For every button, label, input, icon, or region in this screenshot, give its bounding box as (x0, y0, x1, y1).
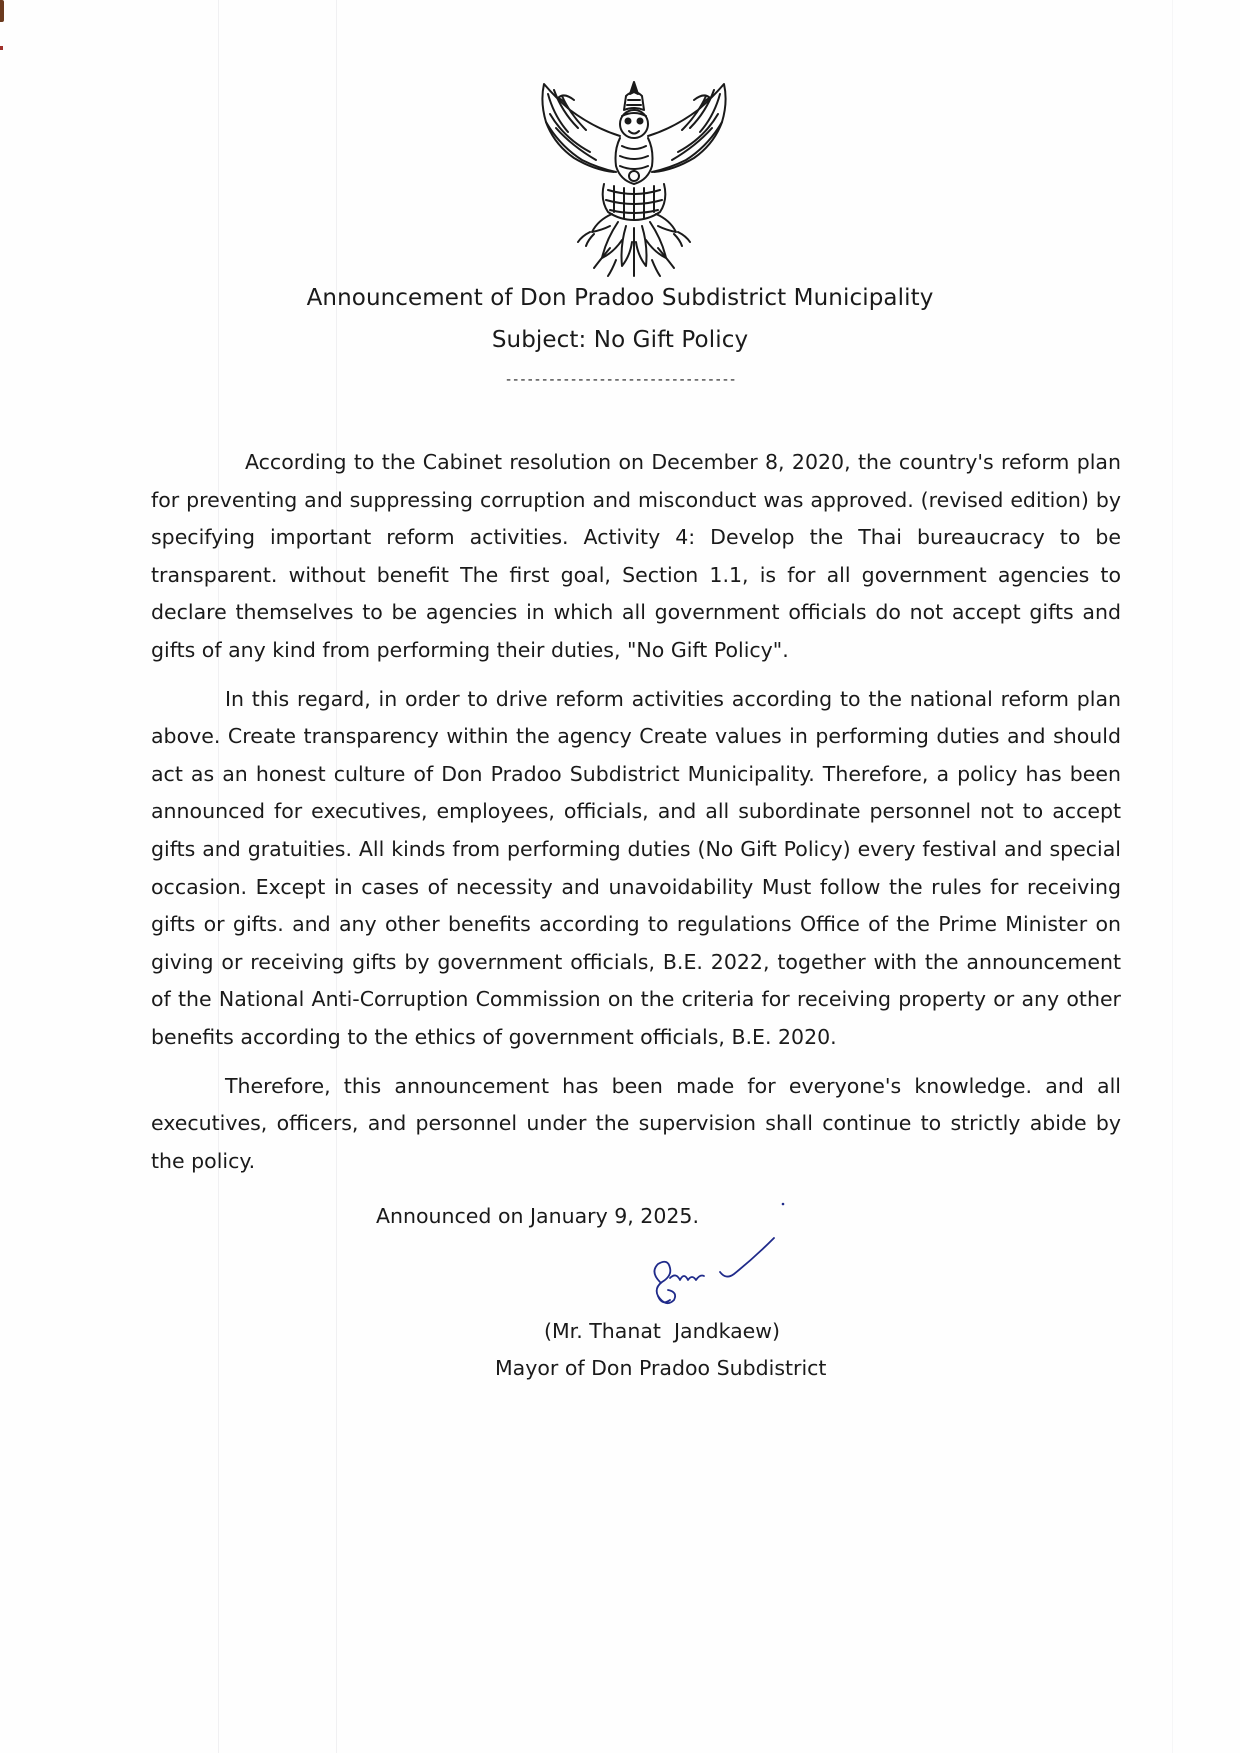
scan-artifact (0, 46, 3, 50)
document-title: Announcement of Don Pradoo Subdistrict Municipality (306, 285, 934, 311)
body-paragraph: In this regard, in order to drive reform activities according to the national reform plan above. Create transparency within the agency Create values in performing duties and should act as an honest culture of Don Pradoo Subdistrict Municipality. Therefore, a policy has been announced for executives, employees, officials, and all subordinate personnel not to accept gifts and gratuities. All kinds from performing duties (No Gift Policy) every festival and special occasion. Except in cases of necessity and unavoidability Must follow the rules for receiving gifts or gifts. and any other benefits according to regulations Office of the Prime Minister on giving or receiving gifts by government officials, B.E. 2022, together with the announcement of the National Anti-Corruption Commission on the criteria for receiving property or any other benefits according to the ethics of government officials, B.E. 2020. (151, 686, 1121, 1049)
body-paragraph: According to the Cabinet resolution on December 8, 2020, the country's reform plan for preventing and suppressing corruption and misconduct was approved. (revised edition) by specifying important reform activities. Activity 4: Develop the Thai bureaucracy to be transparent. without benefit The first goal, Section 1.1, is for all government agencies to declare themselves to be agencies in which all government officials do not accept gifts and gifts of any kind from performing their duties, "No Gift Policy". (151, 450, 1121, 662)
scan-fold-line (1172, 0, 1173, 1753)
body-paragraph: Therefore, this announcement has been made for everyone's knowledge. and all executives, officers, and personnel under the supervision shall continue to strictly abide by the policy. (151, 1073, 1121, 1173)
scan-artifact (0, 0, 4, 22)
signer-title: Mayor of Don Pradoo Subdistrict (495, 1356, 827, 1380)
document-subject: Subject: No Gift Policy (491, 327, 749, 353)
title-divider: -------------------------------- (504, 372, 736, 388)
garuda-emblem-icon (534, 80, 734, 280)
announcement-date: Announced on January 9, 2025. (376, 1204, 699, 1228)
document-body (151, 444, 1121, 1191)
signature-icon (640, 1196, 790, 1316)
signer-name: (Mr. Thanat Jandkaew) (544, 1319, 781, 1343)
